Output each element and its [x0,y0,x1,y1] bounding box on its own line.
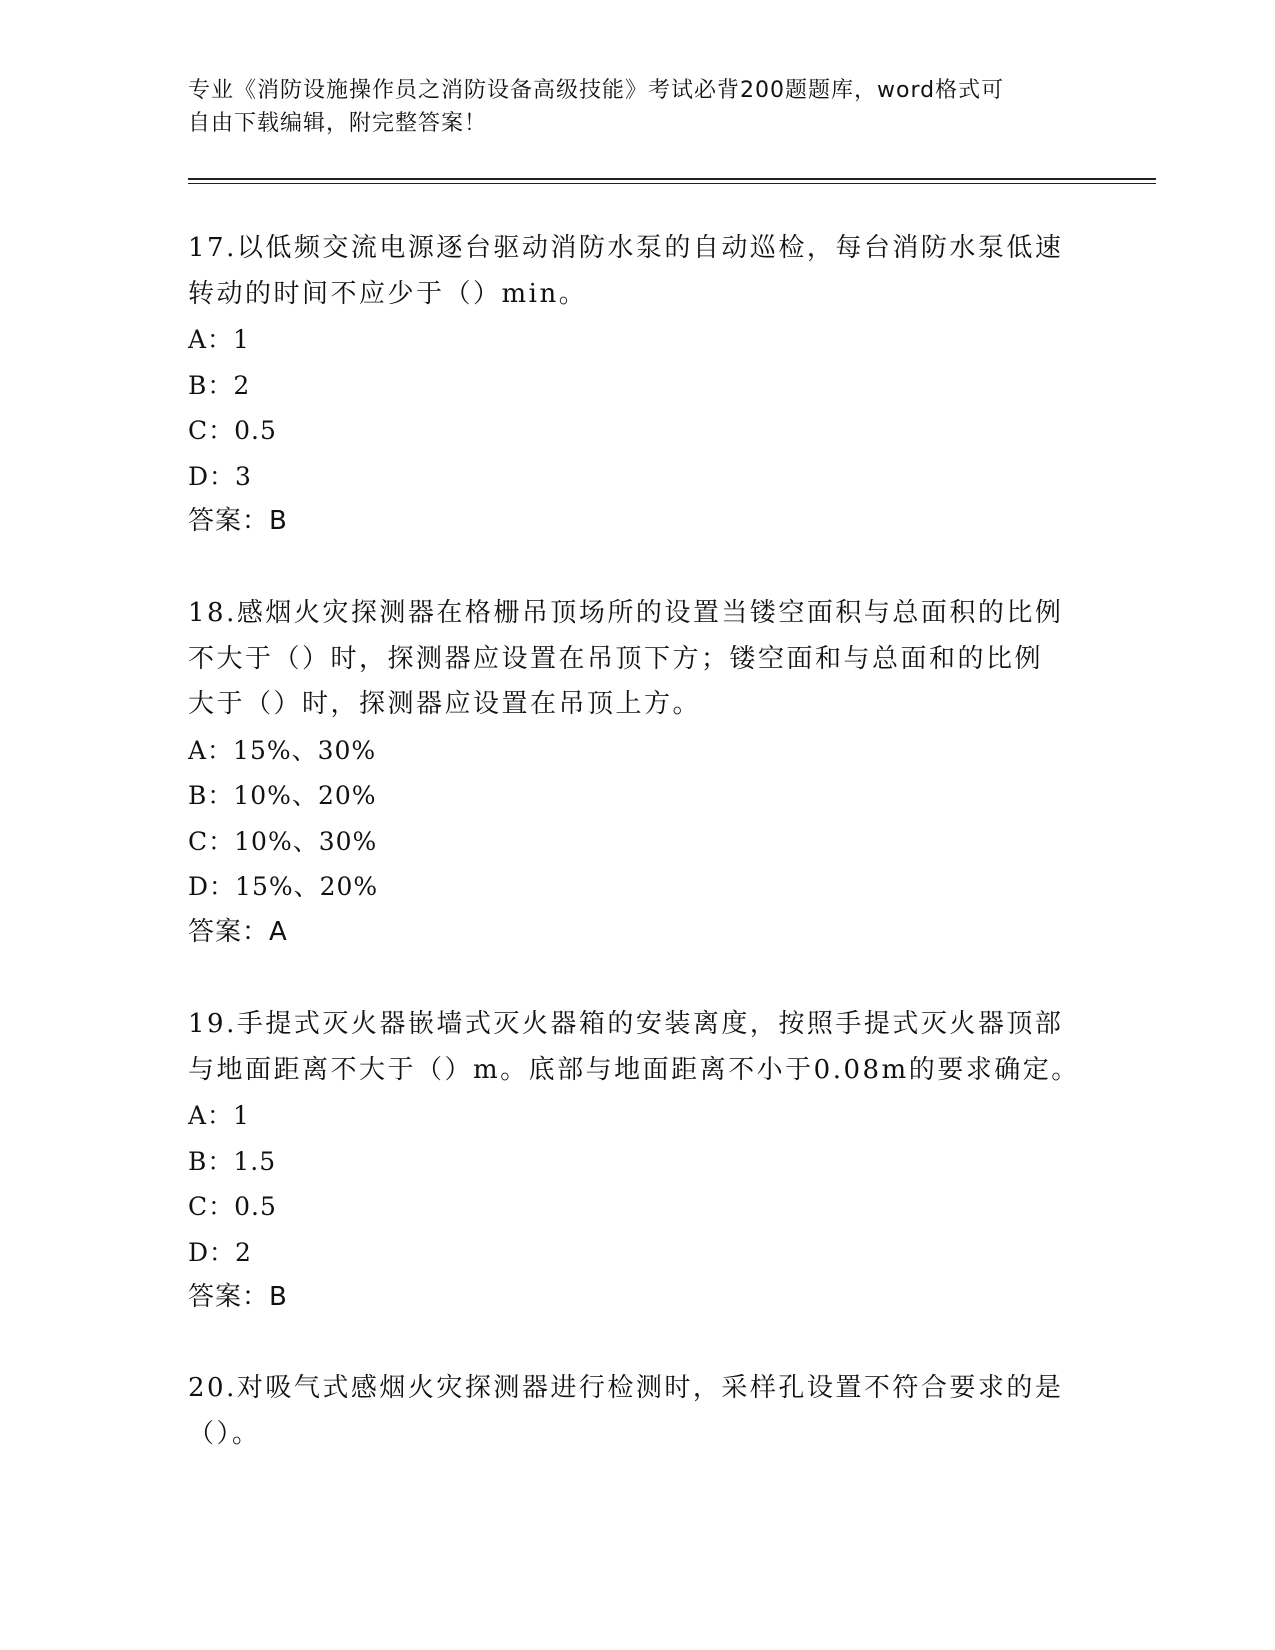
option-a: A：15%、30% [188,735,377,765]
option-b: B：1.5 [188,1146,277,1176]
stem-line: 大于（）时，探测器应设置在吊顶上方。 [188,689,702,719]
option-a: A：1 [188,325,250,354]
option-b: B：2 [188,370,251,400]
question-stem [188,1366,1088,1457]
option-b: B：10%、20% [188,781,377,810]
stem-line: 17.以低频交流电源逐台驱动消防水泵的自动巡检，每台消防水泵低速 [188,233,1064,263]
question-18 [188,591,1088,955]
question-stem [188,226,1088,317]
question-stem [188,1002,1088,1093]
option-d: D：2 [188,1237,252,1267]
stem-line: 20.对吸气式感烟火灾探测器进行检测时，采样孔设置不符合要求的是 [188,1373,1064,1403]
header-line-2: 自由下载编辑，附完整答案！ [188,111,488,136]
question-17 [188,226,1088,545]
question-stem [188,591,1088,728]
stem-line: 不大于（）时，探测器应设置在吊顶下方；镂空面和与总面和的比例 [188,643,1044,674]
option-d: D：3 [188,461,252,491]
header-divider [188,178,1156,184]
answer: 答案：B [188,1282,288,1312]
stem-line: 转动的时间不应少于（）min。 [188,278,588,309]
question-19 [188,1002,1088,1321]
stem-line: 18.感烟火灾探测器在格栅吊顶场所的设置当镂空面积与总面积的比例 [188,598,1064,628]
option-a: A：1 [188,1101,250,1130]
option-d: D：15%、20% [188,872,379,901]
option-c: C：10%、30% [188,826,378,856]
document-header [188,74,1068,140]
answer: 答案：B [188,506,288,536]
answer: 答案：A [188,916,288,947]
header-line-1: 专业《消防设施操作员之消防设备高级技能》考试必背200题题库，word格式可 [188,78,1005,103]
stem-line: （）。 [188,1418,261,1449]
stem-line: 与地面距离不大于（）m。底部与地面距离不小于0.08m的要求确定。 [188,1054,1080,1085]
option-c: C：0.5 [188,416,277,445]
question-20 [188,1366,1088,1457]
stem-line: 19.手提式灭火器嵌墙式灭火器箱的安装离度，按照手提式灭火器顶部 [188,1009,1064,1039]
option-c: C：0.5 [188,1192,277,1221]
